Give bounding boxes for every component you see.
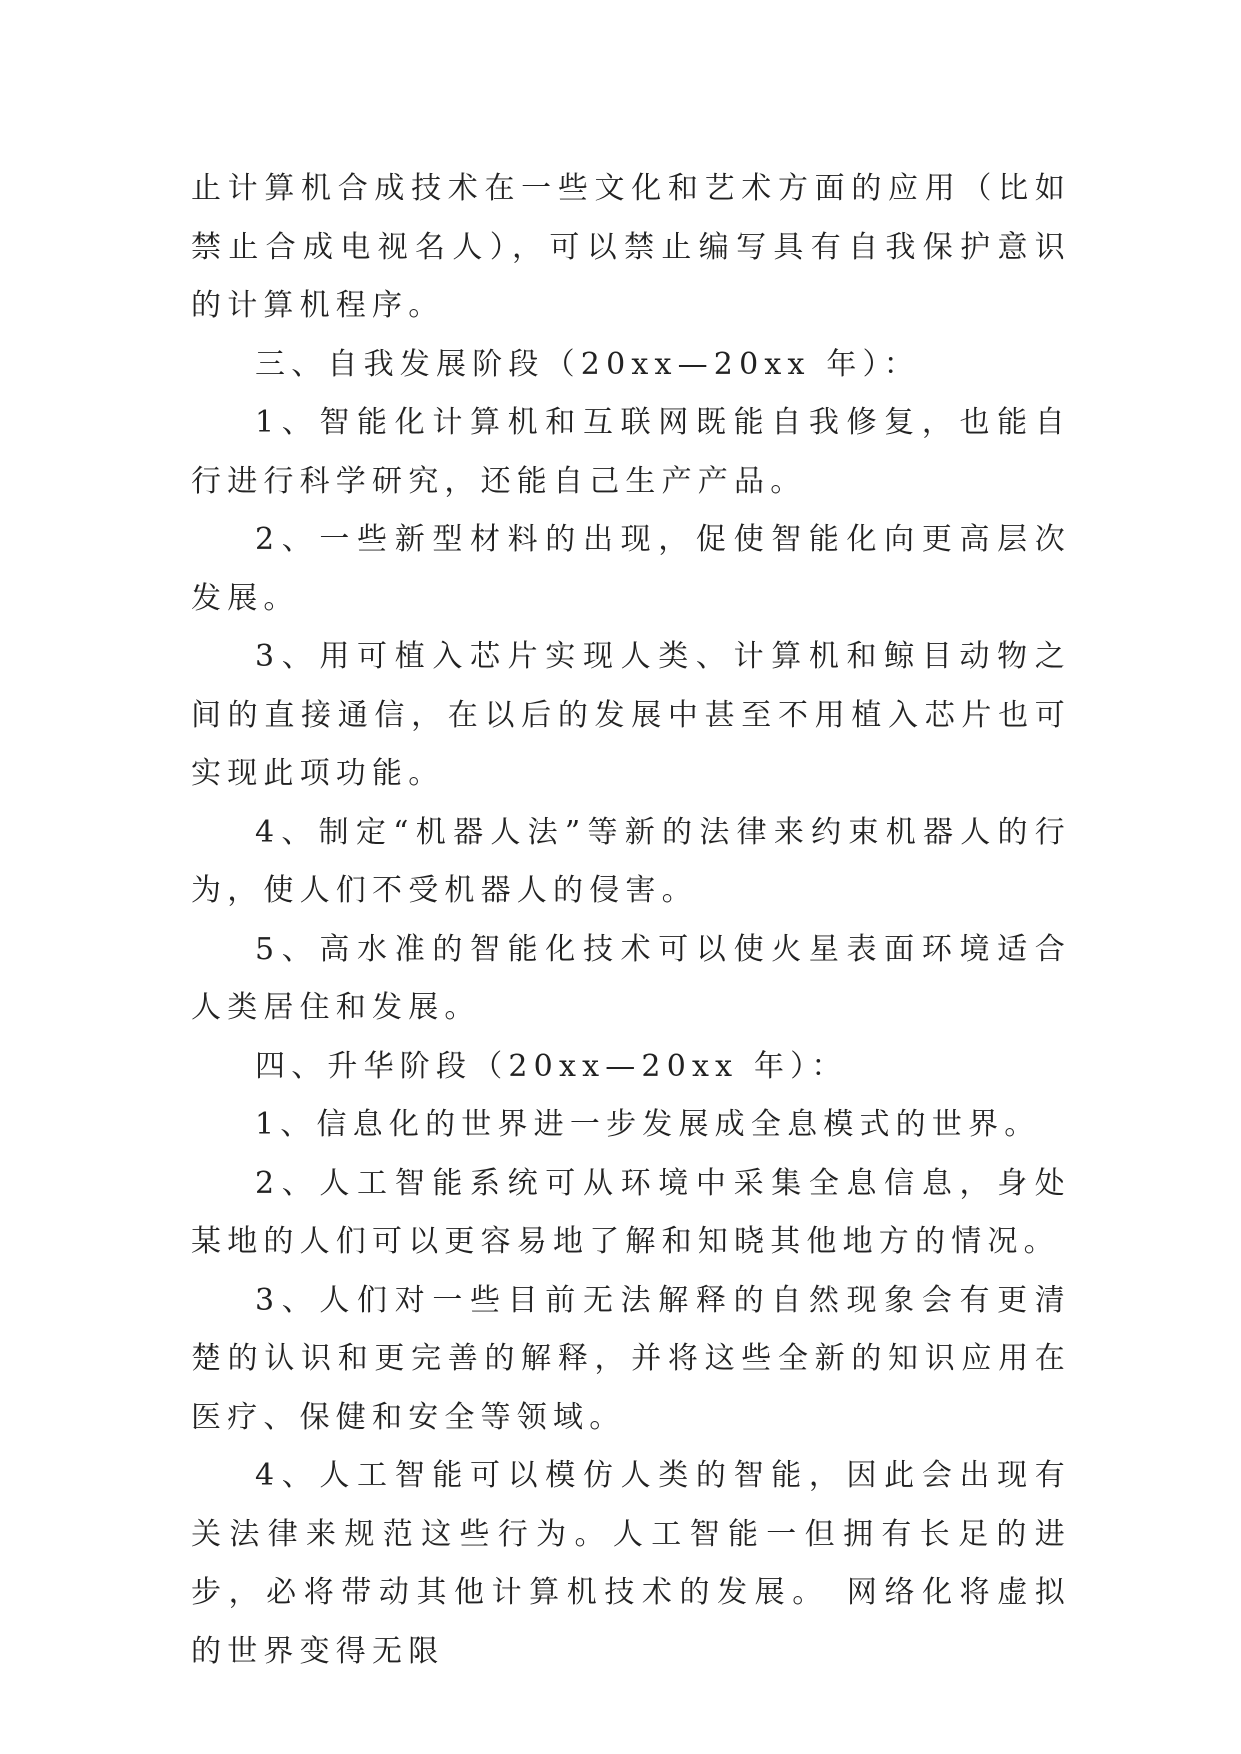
- section-heading-stage-4: 四、升华阶段（20xx—20xx 年）：: [255, 1048, 848, 1084]
- document-body: [191, 160, 1071, 1681]
- list-item: 4、制定“机器人法”等新的法律来约束机器人的行为，使人们不受机器人的侵害。: [191, 814, 1071, 908]
- list-item: 2、一些新型材料的出现，促使智能化向更高层次发展。: [191, 522, 1071, 616]
- list-item: 1、信息化的世界进一步发展成全息模式的世界。: [255, 1107, 1041, 1142]
- list-item: 3、用可植入芯片实现人类、计算机和鲸目动物之间的直接通信，在以后的发展中甚至不用植入芯片也可实现此项功能。: [191, 639, 1071, 791]
- list-item: 2、人工智能系统可从环境中采集全息信息，身处某地的人们可以更容易地了解和知晓其他地方的情况。: [191, 1165, 1071, 1259]
- section-heading-stage-3: 三、自我发展阶段（20xx—20xx 年）：: [255, 346, 920, 382]
- list-item: 5、高水准的智能化技术可以使火星表面环境适合人类居住和发展。: [191, 931, 1071, 1025]
- paragraph-continuation: 止计算机合成技术在一些文化和艺术方面的应用（比如禁止合成电视名人），可以禁止编写具有自我保护意识的计算机程序。: [191, 171, 1071, 323]
- list-item: 3、人们对一些目前无法解释的自然现象会有更清楚的认识和更完善的解释，并将这些全新的知识应用在医疗、保健和安全等领域。: [191, 1282, 1071, 1435]
- list-item: 1、智能化计算机和互联网既能自我修复，也能自行进行科学研究，还能自己生产产品。: [191, 405, 1071, 499]
- list-item: 4、人工智能可以模仿人类的智能，因此会出现有关法律来规范这些行为。人工智能一但拥有长足的进步，必将带动其他计算机技术的发展。 网络化将虚拟的世界变得无限: [191, 1458, 1071, 1669]
